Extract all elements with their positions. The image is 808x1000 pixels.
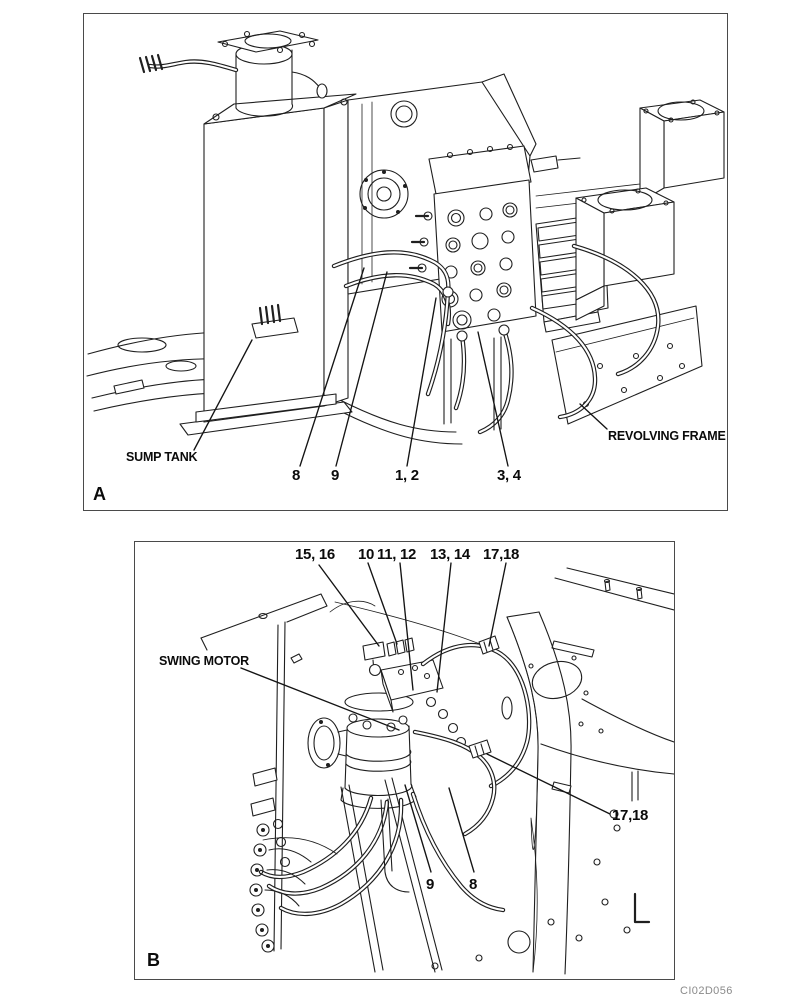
callout-17-18-top: 17,18 [483, 546, 520, 563]
callout-17-18-right: 17,18 [612, 807, 649, 824]
leader-17-18-right [487, 754, 610, 814]
callout-9b: 9 [426, 876, 435, 893]
leader-13-14 [437, 563, 451, 692]
label-swing-motor: SWING MOTOR [159, 654, 249, 668]
callout-9: 9 [331, 467, 340, 484]
callout-10: 10 [358, 546, 375, 563]
leader-10 [368, 563, 397, 644]
panel-b [134, 541, 675, 980]
callout-3-4: 3, 4 [497, 467, 521, 484]
panel-letter-b: B [147, 950, 160, 970]
callout-11-12: 11, 12 [377, 546, 417, 563]
pedestal-mounts-drawing [576, 100, 724, 320]
panel-letter-a: A [93, 484, 106, 504]
callout-15-16: 15, 16 [295, 546, 335, 563]
panel-a [83, 13, 728, 511]
leader-15-16 [319, 565, 379, 646]
callout-8b: 8 [469, 876, 478, 893]
swing-motor-drawing [308, 638, 466, 808]
label-sump-tank: SUMP TANK [126, 450, 198, 464]
leader-3-4 [478, 332, 508, 466]
sump-tank-drawing [196, 94, 356, 422]
callout-8: 8 [292, 467, 301, 484]
figure-code: CI02D056 [680, 985, 733, 997]
label-revolving-frame: REVOLVING FRAME [608, 429, 726, 443]
panel-b-artwork [135, 542, 674, 979]
callout-13-14: 13, 14 [430, 546, 470, 563]
callout-1-2: 1, 2 [395, 467, 419, 484]
leader-17-18-top [489, 563, 506, 646]
